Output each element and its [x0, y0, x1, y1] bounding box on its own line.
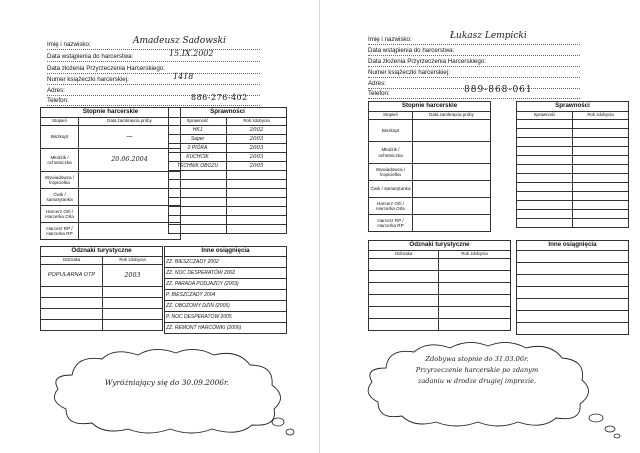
skill-name — [169, 207, 227, 216]
rank-name: Biszkopt — [41, 126, 79, 149]
rank-date — [79, 223, 181, 240]
ranks-table — [40, 107, 181, 240]
book-number-label: Numer książeczki harcerskiej: — [368, 69, 450, 76]
skill-name: HKJ — [169, 126, 227, 135]
badge-year — [439, 319, 511, 331]
skill-year — [573, 192, 629, 201]
other-item — [517, 311, 629, 323]
skills-col-skill: Sprawność — [517, 112, 573, 120]
rank-name: Ćwik / samarytanka — [369, 181, 413, 198]
rank-date — [79, 126, 181, 149]
other-item: P. BIESZCZADY 2004 — [165, 290, 287, 301]
cloud-right-line-3: zadaniu w drodze drugiej imprezie. — [417, 377, 537, 385]
skill-name: 2 PIÓRA — [169, 144, 227, 153]
join-date-label: Data wstąpienia do harcerstwa: — [368, 47, 455, 54]
rank-date — [79, 172, 181, 189]
badges-col-badge: Odznaka — [41, 257, 103, 265]
rank-name: Harcerz RP / Harcerka RP — [369, 215, 413, 232]
badge-name — [369, 283, 439, 295]
skill-year: 2005 — [227, 162, 287, 171]
skill-name — [517, 219, 573, 228]
badges-table-title: Odznaki turystyczne — [369, 241, 511, 251]
badge-name — [369, 271, 439, 283]
badge-year — [439, 295, 511, 307]
name-value: Amadeusz Sadowski — [133, 36, 226, 46]
rank-date — [413, 215, 491, 232]
skill-year — [227, 180, 287, 189]
badge-name — [41, 309, 103, 320]
promise-date-label: Data złożenia Przyrzeczenia Harcerskiego: — [47, 65, 165, 72]
rank-date — [79, 189, 181, 206]
skill-year — [227, 216, 287, 225]
other-item — [517, 263, 629, 275]
badges-col-year: Rok zdobycia — [439, 251, 511, 259]
badge-name — [41, 298, 103, 309]
book-number-field — [47, 74, 260, 85]
skill-name — [517, 147, 573, 156]
cloud-right-tail — [586, 410, 622, 440]
cloud-left — [42, 345, 292, 437]
skill-name — [517, 192, 573, 201]
book-number-value: 1418 — [173, 72, 194, 81]
badge-year — [439, 307, 511, 319]
skills-table-title: Sprawności — [517, 102, 629, 112]
skills-table — [516, 101, 629, 228]
other-table-title: Inne osiągnięcia — [517, 241, 629, 251]
skills-table-title: Sprawności — [169, 108, 287, 118]
other-item: ZZ. PARADA PODJAZDY (2003) — [165, 279, 287, 290]
rank-name: Młodzik / ochotniczka — [41, 149, 79, 172]
skill-year — [573, 183, 629, 192]
skill-name — [169, 216, 227, 225]
rank-name: Harcerz RP / Harcerka RP — [41, 223, 79, 240]
ranks-table-title: Stopnie harcerskie — [369, 102, 491, 112]
skill-year — [573, 120, 629, 129]
badge-year — [103, 309, 163, 320]
other-item — [517, 251, 629, 263]
skill-year — [227, 189, 287, 198]
other-item: ZZ. OBOZOWY DZIŃ (2005) — [165, 301, 287, 312]
skill-name — [169, 189, 227, 198]
right-page — [320, 0, 640, 453]
rank-date-value: 20.06.2004 — [111, 155, 148, 164]
badge-name — [41, 320, 103, 331]
join-date-field — [47, 51, 260, 62]
badge-name — [369, 259, 439, 271]
skill-year — [227, 225, 287, 234]
cloud-right-line-1: Zdobywa stopnie do 31.03.06r. — [425, 355, 529, 363]
rank-date — [413, 164, 491, 181]
rank-name: Wywiadowca / tropicielka — [41, 172, 79, 189]
rank-name: Harcerz Orli / Harcerka Orla — [41, 206, 79, 223]
skill-year — [573, 201, 629, 210]
name-field — [368, 31, 580, 45]
skill-name: KUCHCIK — [169, 153, 227, 162]
badge-name: POPULARNA OTP — [41, 265, 103, 287]
skill-year — [573, 219, 629, 228]
skill-name: TECHNIK OBOZU — [169, 162, 227, 171]
rank-date — [79, 149, 181, 172]
phone-value: 889-868-061 — [464, 85, 533, 95]
skill-name — [517, 120, 573, 129]
book-number-field — [368, 67, 580, 78]
promise-date-field — [368, 56, 580, 67]
rank-name: Ćwik / samarytanka — [41, 189, 79, 206]
other-table — [516, 240, 629, 335]
badge-year — [439, 259, 511, 271]
skill-name — [169, 180, 227, 189]
skill-name: Saper — [169, 135, 227, 144]
skills-col-skill: Sprawność — [169, 118, 227, 126]
badge-year: 2003 — [103, 265, 163, 287]
skill-year: 2003 — [227, 153, 287, 162]
other-item — [517, 275, 629, 287]
skill-year — [573, 210, 629, 219]
skill-name — [517, 201, 573, 210]
cloud-left-tail — [270, 414, 300, 440]
phone-label: Telefon: — [368, 90, 390, 97]
badge-year — [439, 283, 511, 295]
skill-year — [227, 171, 287, 180]
skill-year — [573, 156, 629, 165]
badge-name — [369, 307, 439, 319]
ranks-table-title: Stopnie harcerskie — [41, 108, 181, 118]
skill-year — [573, 147, 629, 156]
ranks-col-rank: Stopień — [369, 112, 413, 120]
skill-year — [227, 198, 287, 207]
skill-name — [517, 183, 573, 192]
rank-name: Młodzik / ochotniczka — [369, 142, 413, 164]
other-table — [164, 246, 287, 334]
skill-name — [517, 129, 573, 138]
skill-name — [517, 210, 573, 219]
skill-year — [573, 129, 629, 138]
rank-name: Harcerz Orli / Harcerka Orla — [369, 198, 413, 215]
name-value: Łukasz Lempicki — [450, 31, 527, 41]
promise-date-label: Data złożenia Przyrzeczenia Harcerskiego: — [368, 58, 486, 65]
other-item — [517, 299, 629, 311]
skill-year — [573, 138, 629, 147]
other-item: ZZ. NOC DESPERATÓW 2002 — [165, 268, 287, 279]
rank-date — [413, 181, 491, 198]
skill-name — [169, 171, 227, 180]
skill-year: 2003 — [227, 135, 287, 144]
badge-name — [41, 287, 103, 298]
skill-year: 2002 — [227, 126, 287, 135]
phone-value: 886-276-402 — [191, 93, 248, 102]
skill-year — [573, 165, 629, 174]
skill-name — [517, 138, 573, 147]
rank-date — [413, 142, 491, 164]
name-label: Imię i nazwisko: — [368, 36, 412, 43]
ranks-col-date: Data zamknięcia próby — [79, 118, 181, 126]
badges-table-title: Odznaki turystyczne — [41, 247, 163, 257]
other-item — [517, 287, 629, 299]
other-item: ZZ. BIESZCZADY 2002 — [165, 257, 287, 268]
skill-name — [517, 165, 573, 174]
rank-date-value: — — [126, 132, 133, 141]
skill-year: 2003 — [227, 144, 287, 153]
cloud-left-text: Wyróżniający się do 30.09.2006r. — [104, 378, 230, 387]
skill-year — [573, 174, 629, 183]
join-date-value: 15.IX.2002 — [169, 49, 214, 58]
rank-date — [413, 198, 491, 215]
ranks-col-rank: Stopień — [41, 118, 79, 126]
rank-date — [79, 206, 181, 223]
badges-table — [40, 246, 163, 331]
skill-name — [517, 174, 573, 183]
name-field — [47, 36, 260, 50]
promise-date-field — [47, 63, 260, 74]
badge-name — [369, 319, 439, 331]
phone-field — [47, 95, 260, 106]
skill-name — [169, 225, 227, 234]
rank-name: Wywiadowca / tropicielka — [369, 164, 413, 181]
badge-year — [103, 298, 163, 309]
cloud-right-line-2: Przyrzeczenie harcerskie po zdanym — [415, 366, 539, 374]
skill-name — [517, 156, 573, 165]
ranks-table — [368, 101, 491, 232]
other-table-title: Inne osiągnięcia — [165, 247, 287, 257]
rank-date — [413, 120, 491, 142]
badges-col-badge: Odznaka — [369, 251, 439, 259]
skill-year — [227, 207, 287, 216]
other-item: ZZ. REMONT HARCÓWKI (2006) — [165, 323, 287, 334]
ranks-col-date: Data zamknięcia próby — [413, 112, 491, 120]
badge-year — [103, 320, 163, 331]
address-label: Adres: — [47, 87, 65, 94]
skills-col-year: Rok zdobycia — [227, 118, 287, 126]
badges-table — [368, 240, 511, 331]
join-date-field — [368, 45, 580, 56]
skills-table — [168, 107, 287, 234]
other-item: P. NOC DESPERATÓW 2005 — [165, 312, 287, 323]
badge-year — [103, 287, 163, 298]
book-number-label: Numer książeczki harcerskiej: — [47, 76, 129, 83]
badge-name — [369, 295, 439, 307]
skill-name — [169, 198, 227, 207]
badge-year — [439, 271, 511, 283]
name-label: Imię i nazwisko: — [47, 41, 91, 48]
badges-col-year: Rok zdobycia — [103, 257, 163, 265]
skills-col-year: Rok zdobycia — [573, 112, 629, 120]
join-date-label: Data wstąpienia do harcerstwa: — [47, 53, 134, 60]
phone-label: Telefon: — [47, 97, 69, 104]
address-label: Adres: — [368, 80, 386, 87]
other-item — [517, 323, 629, 335]
phone-field — [368, 85, 580, 99]
rank-name: Biszkopt — [369, 120, 413, 142]
